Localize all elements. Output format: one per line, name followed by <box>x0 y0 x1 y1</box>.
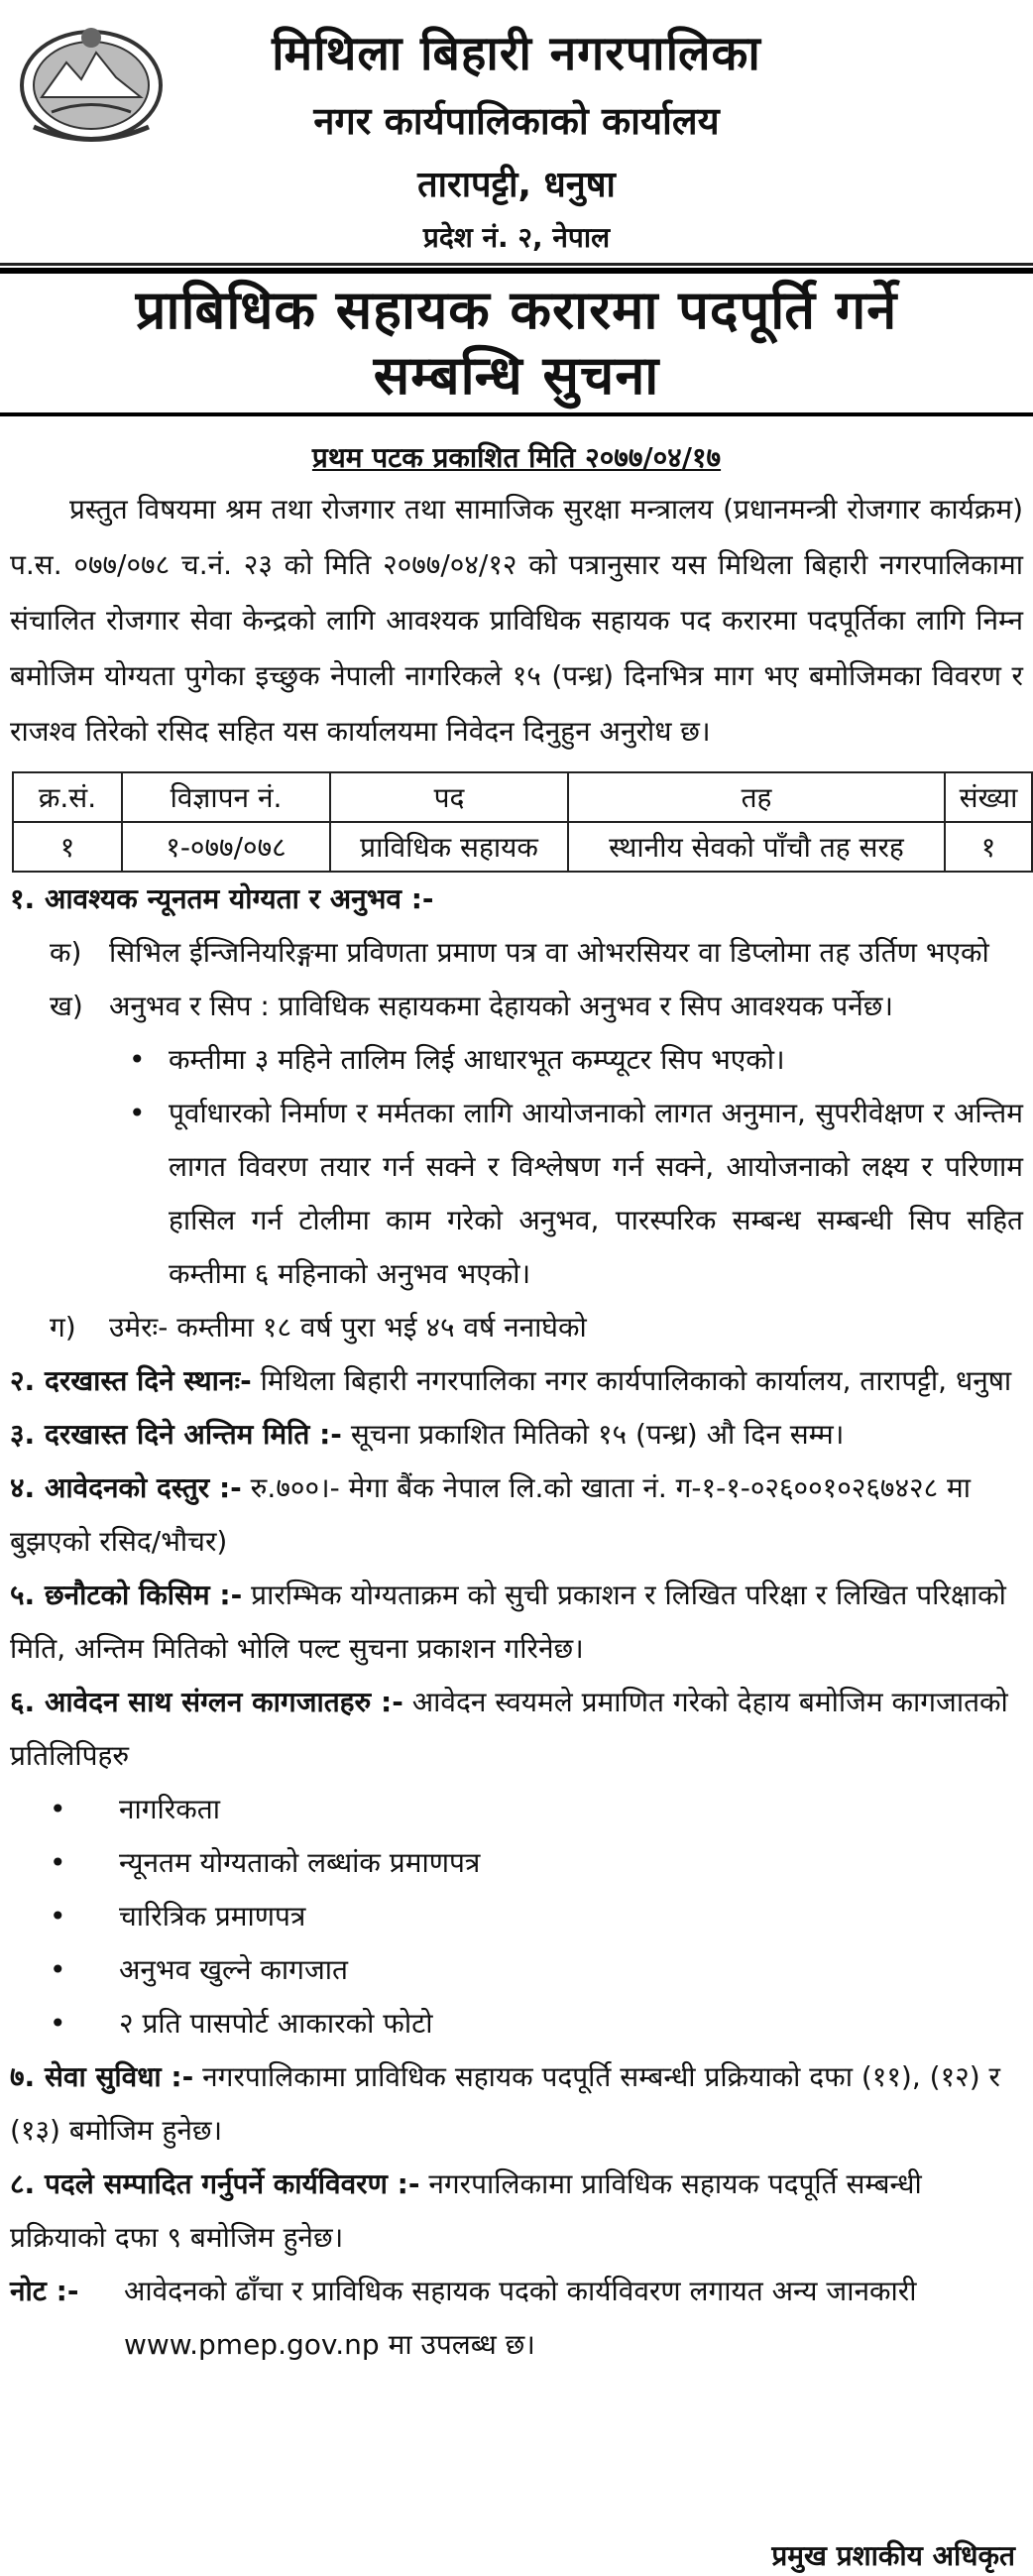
item-key: ख) <box>50 990 83 1022</box>
bullet-icon: • <box>129 1097 146 1129</box>
bullet-icon: • <box>50 1900 66 1932</box>
table-header-row <box>13 772 1032 822</box>
table-header: क्र.सं. <box>13 772 122 822</box>
document-name: अनुभव खुल्ने कागजात <box>119 1953 348 1986</box>
title-banner <box>0 268 1033 416</box>
experience-bullet-2 <box>10 1087 1023 1301</box>
item-key: ग) <box>50 1311 76 1344</box>
bullet-icon: • <box>50 1846 66 1879</box>
section-1-item-kha <box>10 980 1023 1033</box>
signatory-title: प्रमुख प्रशाकीय अधिकृत <box>771 2539 1015 2572</box>
section-6-heading: ६. आवेदन साथ संग्लन कागजातहरु :- <box>10 1686 403 1718</box>
document-list-item <box>10 1997 1023 2050</box>
bullet-icon: • <box>50 1953 66 1986</box>
item-key: क) <box>50 936 82 969</box>
bullet-text: पूर्वाधारको निर्माण र मर्मतका लागि आयोजनाको लागत अनुमान, सुपरीवेक्षण र अन्तिम लागत विवरण तयार गर्न सक्ने र विश्लेषण गर्न सक्ने, आयोजनाको लक्ष्य र परिणाम हासिल गर्न टोलीमा काम गरेको अनुभव, पारस्परिक सम्बन्ध सम्बन्धी सिप सहित कम्तीमा ६ महिनाको अनुभव भएको। <box>169 1097 1023 1290</box>
section-2-text: मिथिला बिहारी नगरपालिका नगर कार्यपालिकाको कार्यालय, तारापट्टी, धनुषा <box>251 1364 1012 1397</box>
section-5-text: प्रारम्भिक योग्यताक्रम को सुची प्रकाशन र लिखित परिक्षा र लिखित परिक्षाको मिति, अन्तिम मितिको भोलि पल्ट सुचना प्रकाशन गरिनेछ। <box>10 1579 1006 1665</box>
table-cell: प्राविधिक सहायक <box>330 822 568 872</box>
document-list-item <box>10 1783 1023 1836</box>
item-text: अनुभव र सिप : प्राविधिक सहायकमा देहायको अनुभव र सिप आवश्यक पर्नेछ। <box>109 990 894 1022</box>
table-row <box>13 822 1032 872</box>
table-cell: १ <box>13 822 122 872</box>
section-4-heading: ४. आवेदनको दस्तुर :- <box>10 1471 242 1504</box>
section-3-text: सूचना प्रकाशित मितिको १५ (पन्ध्र) औ दिन सम्म। <box>341 1418 845 1451</box>
province: प्रदेश नं. २, नेपाल <box>422 221 611 254</box>
title-line-2: सम्बन्धि सुचना <box>373 344 660 407</box>
published-date <box>0 438 1033 476</box>
bullet-icon: • <box>50 2007 66 2040</box>
section-8-heading: ८. पदले सम्पादित गर्नुपर्ने कार्यविवरण :- <box>10 2167 420 2200</box>
bullet-text: कम्तीमा ३ महिने तालिम लिई आधारभूत कम्प्यूटर सिप भएको। <box>169 1043 785 1076</box>
bullet-icon: • <box>129 1043 146 1076</box>
experience-bullet-1 <box>10 1033 1023 1087</box>
table-cell: १ <box>945 822 1032 872</box>
section-2 <box>10 1354 1023 1408</box>
office-name: नगर कार्यपालिकाको कार्यालय <box>313 99 720 143</box>
section-5-heading: ५. छनौटको किसिम :- <box>10 1579 243 1611</box>
table-header: तह <box>568 772 945 822</box>
section-3 <box>10 1408 1023 1462</box>
vacancy-table <box>12 771 1033 873</box>
document-name: न्यूनतम योग्यताको लब्धांक प्रमाणपत्र <box>119 1846 481 1879</box>
section-8-text: नगरपालिकामा प्राविधिक सहायक पदपूर्ति सम्बन्धी प्रक्रियाको दफा ९ बमोजिम हुनेछ। <box>10 2167 922 2254</box>
bullet-icon: • <box>50 1793 66 1825</box>
section-3-heading: ३. दरखास्त दिने अन्तिम मिति :- <box>10 1418 342 1451</box>
section-4-text: रु.७००।- मेगा बैंक नेपाल लि.को खाता नं. ग-१-१-०२६००१०२६७४२८ मा बुझएको रसिद/भौचर) <box>10 1471 972 1558</box>
table-header: पद <box>330 772 568 822</box>
section-8 <box>10 2158 1023 2265</box>
section-4 <box>10 1462 1023 1569</box>
section-6 <box>10 1676 1023 1783</box>
note-label: नोट :- <box>10 2275 79 2307</box>
section-5 <box>10 1569 1023 1676</box>
table-header: विज्ञापन नं. <box>122 772 330 822</box>
item-text: उमेरः- कम्तीमा १८ वर्ष पुरा भई ४५ वर्ष ननाघेको <box>109 1311 587 1344</box>
document-name: २ प्रति पासपोर्ट आकारको फोटो <box>119 2007 433 2040</box>
document-name: चारित्रिक प्रमाणपत्र <box>119 1900 306 1932</box>
table-header: संख्या <box>945 772 1032 822</box>
notice-body <box>0 482 1033 2372</box>
section-1-item-ga <box>10 1301 1023 1354</box>
table-cell: १-०७७/०७८ <box>122 822 330 872</box>
section-2-heading: २. दरखास्त दिने स्थानः- <box>10 1364 252 1397</box>
title-line-1: प्राबिधिक सहायक करारमा पदपूर्ति गर्ने <box>135 279 898 341</box>
item-text: सिभिल ईन्जिनियरिङ्गमा प्रविणता प्रमाण पत्र वा ओभरसियर वा डिप्लोमा तह उर्तिण भएको <box>109 936 989 969</box>
table-cell: स्थानीय सेवको पाँचौ तह सरह <box>568 822 945 872</box>
intro-paragraph: प्रस्तुत विषयमा श्रम तथा रोजगार तथा सामाजिक सुरक्षा मन्त्रालय (प्रधानमन्त्री रोजगार कार्यक्रम) प.स. ०७७/०७८ च.नं. २३ को मिति २०७७/०४/१२ को पत्रानुसार यस मिथिला बिहारी नगरपालिकामा संचालित रोजगार सेवा केन्द्रको लागि आवश्यक प्राविधिक सहायक पद करारमा पदपूर्तिका लागि निम्न बमोजिम योग्यता पुगेका इच्छुक नेपाली नागरिकले १५ (पन्ध्र) दिनभित्र माग भए बमोजिमका विवरण र राजश्व तिरेको रसिद सहित यस कार्यालयमा निवेदन दिनुहुन अनुरोध छ। <box>10 493 1023 748</box>
note <box>10 2265 1023 2372</box>
org-name: मिथिला बिहारी नगरपालिका <box>272 26 761 81</box>
header <box>0 0 1033 266</box>
document-list-item <box>10 1836 1023 1890</box>
section-1-heading: १. आवश्यक न्यूनतम योग्यता र अनुभव :- <box>10 882 434 915</box>
section-7-text: नगरपालिकामा प्राविधिक सहायक पदपूर्ति सम्बन्धी प्रक्रियाको दफा (११), (१२) र (१३) बमोजिम हुनेछ। <box>10 2060 1000 2147</box>
document-name: नागरिकता <box>119 1793 220 1825</box>
section-1-item-ka <box>10 926 1023 980</box>
section-7 <box>10 2050 1023 2158</box>
document-list-item <box>10 1943 1023 1997</box>
document-list-item <box>10 1890 1023 1943</box>
section-7-heading: ७. सेवा सुविधा :- <box>10 2060 194 2093</box>
section-6-text: आवेदन स्वयमले प्रमाणित गरेको देहाय बमोजिम कागजातको प्रतिलिपिहरु <box>10 1686 1008 1772</box>
office-address: तारापट्टी, धनुषा <box>417 165 616 205</box>
note-text: आवेदनको ढाँचा र प्राविधिक सहायक पदको कार्यविवरण लगायत अन्य जानकारी www.pmep.gov.np मा उपलब्ध छ। <box>124 2275 917 2361</box>
published-date-text: प्रथम पटक प्रकाशित मिति २०७७/०४/१७ <box>311 441 722 474</box>
